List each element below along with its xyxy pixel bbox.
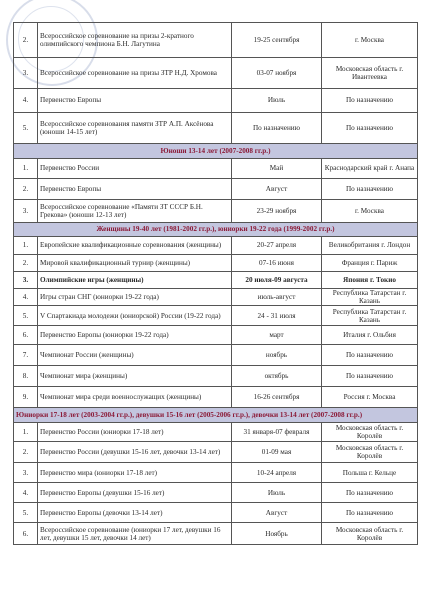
event-name: Всероссийское соревнование «Памяти ЗТ СССР Б.Н. Грекова» (юноши 12-13 лет) <box>38 200 232 223</box>
event-name: Всероссийское соревнование (юниорки 17 лет, девушки 16 лет, девушки 15 лет, девочки 14 лет) <box>38 523 232 545</box>
event-place: Московская область г. Королёв <box>322 423 418 442</box>
row-number: 5. <box>14 113 38 144</box>
event-date: Май <box>232 159 322 179</box>
table-row <box>14 306 418 326</box>
event-date: 24 - 31 июля <box>232 306 322 326</box>
row-number: 1. <box>14 423 38 442</box>
row-number: 4. <box>14 483 38 503</box>
event-date: Август <box>232 179 322 200</box>
event-place: г. Москва <box>322 23 418 58</box>
event-place: Краснодарский край г. Анапа <box>322 159 418 179</box>
event-place: Италия г. Ольбия <box>322 326 418 345</box>
row-number: 3. <box>14 200 38 223</box>
event-date: март <box>232 326 322 345</box>
table-row <box>14 463 418 483</box>
event-place: Россия г. Москва <box>322 387 418 408</box>
table-row <box>14 326 418 345</box>
table-row <box>14 200 418 223</box>
row-number: 4. <box>14 89 38 113</box>
event-place: Франция г. Париж <box>322 255 418 272</box>
event-place: По назначению <box>322 366 418 387</box>
table-row <box>14 113 418 144</box>
table-row <box>14 503 418 523</box>
event-place: г. Москва <box>322 200 418 223</box>
table-row <box>14 237 418 255</box>
row-number: 3. <box>14 272 38 289</box>
event-place: По назначению <box>322 345 418 366</box>
section-header-row <box>14 144 418 159</box>
event-name: Первенство Европы (девочки 13-14 лет) <box>38 503 232 523</box>
table-row <box>14 58 418 89</box>
event-date: 20 июля-09 августа <box>232 272 322 289</box>
table-row <box>14 483 418 503</box>
table-row <box>14 345 418 366</box>
row-number: 4. <box>14 289 38 306</box>
event-date: 19-25 сентября <box>232 23 322 58</box>
event-date: Ноябрь <box>232 523 322 545</box>
section-title: Юниорки 17-18 лет (2003-2004 гг.р.), девушки 15-16 лет (2005-2006 гг.р.), девочки 13-14 лет (2007-2008 гг.р.) <box>14 408 418 423</box>
event-place: Московская область г. Королёв <box>322 442 418 463</box>
row-number: 2. <box>14 255 38 272</box>
row-number: 9. <box>14 387 38 408</box>
event-name: Первенство России (девушки 15-16 лет, девочки 13-14 лет) <box>38 442 232 463</box>
row-number: 8. <box>14 366 38 387</box>
event-date: 31 января-07 февраля <box>232 423 322 442</box>
row-number: 2. <box>14 179 38 200</box>
row-number: 3. <box>14 58 38 89</box>
event-name: Первенство Европы <box>38 89 232 113</box>
row-number: 2. <box>14 23 38 58</box>
table-row <box>14 289 418 306</box>
event-date: 20-27 апреля <box>232 237 322 255</box>
event-place: По назначению <box>322 483 418 503</box>
event-date: 01-09 мая <box>232 442 322 463</box>
event-name: Чемпионат России (женщины) <box>38 345 232 366</box>
row-number: 3. <box>14 463 38 483</box>
event-place: Польша г. Кельце <box>322 463 418 483</box>
row-number: 6. <box>14 523 38 545</box>
table-row <box>14 423 418 442</box>
event-name: Всероссийское соревнования памяти ЗТР А.П. Аксёнова (юноши 14-15 лет) <box>38 113 232 144</box>
section-header-row <box>14 223 418 237</box>
table-row <box>14 179 418 200</box>
event-name: Мировой квалификационный турнир (женщины) <box>38 255 232 272</box>
event-name: Всероссийское соревнование на призы ЗТР Н.Д. Хромова <box>38 58 232 89</box>
table-row <box>14 23 418 58</box>
event-date: Июль <box>232 483 322 503</box>
event-name: V Спартакиада молодежи (юниорской) России (19-22 года) <box>38 306 232 326</box>
event-name: Первенство Европы <box>38 179 232 200</box>
event-name: Всероссийское соревнование на призы 2-кратного олимпийского чемпиона Б.Н. Лагутина <box>38 23 232 58</box>
event-place: По назначению <box>322 89 418 113</box>
section-header-row <box>14 408 418 423</box>
event-place: Московская область г. Ивантеевка <box>322 58 418 89</box>
event-date: Июль <box>232 89 322 113</box>
row-number: 5. <box>14 306 38 326</box>
event-name: Чемпионат мира среди военнослужащих (женщины) <box>38 387 232 408</box>
event-name: Первенство России <box>38 159 232 179</box>
row-number: 6. <box>14 326 38 345</box>
row-number: 1. <box>14 237 38 255</box>
table-row <box>14 89 418 113</box>
event-place: Республика Татарстан г. Казань <box>322 289 418 306</box>
event-name: Первенство Европы (юниорки 19-22 года) <box>38 326 232 345</box>
section-title: Юноши 13-14 лет (2007-2008 гг.р.) <box>14 144 418 159</box>
event-name: Первенство России (юниорки 17-18 лет) <box>38 423 232 442</box>
event-date: По назначению <box>232 113 322 144</box>
event-date: 03-07 ноября <box>232 58 322 89</box>
event-date: 07-16 июня <box>232 255 322 272</box>
table-row <box>14 159 418 179</box>
event-place: По назначению <box>322 503 418 523</box>
schedule-table <box>13 22 418 545</box>
row-number: 5. <box>14 503 38 523</box>
section-title: Женщины 19-40 лет (1981-2002 гг.р.), юниорки 19-22 года (1999-2002 гг.р.) <box>14 223 418 237</box>
event-date: 16-26 сентября <box>232 387 322 408</box>
event-date: Август <box>232 503 322 523</box>
event-name: Первенство мира (юниорки 17-18 лет) <box>38 463 232 483</box>
event-place: Япония г. Токио <box>322 272 418 289</box>
table-row <box>14 255 418 272</box>
row-number: 1. <box>14 159 38 179</box>
table-row <box>14 387 418 408</box>
table-row <box>14 366 418 387</box>
event-date: октябрь <box>232 366 322 387</box>
event-name: Игры стран СНГ (юниорки 19-22 года) <box>38 289 232 306</box>
event-date: 23-29 ноября <box>232 200 322 223</box>
event-place: Республика Татарстан г. Казань <box>322 306 418 326</box>
row-number: 2. <box>14 442 38 463</box>
table-row <box>14 272 418 289</box>
event-place: Московская область г. Королёв <box>322 523 418 545</box>
event-name: Чемпионат мира (женщины) <box>38 366 232 387</box>
event-name: Первенство Европы (девушки 15-16 лет) <box>38 483 232 503</box>
row-number: 7. <box>14 345 38 366</box>
event-date: 10-24 апреля <box>232 463 322 483</box>
event-date: июль-август <box>232 289 322 306</box>
event-name: Олимпийские игры (женщины) <box>38 272 232 289</box>
event-place: По назначению <box>322 179 418 200</box>
event-name: Европейские квалификационные соревнования (женщины) <box>38 237 232 255</box>
event-place: Великобритания г. Лондон <box>322 237 418 255</box>
event-place: По назначению <box>322 113 418 144</box>
event-date: ноябрь <box>232 345 322 366</box>
table-row <box>14 442 418 463</box>
table-row <box>14 523 418 545</box>
